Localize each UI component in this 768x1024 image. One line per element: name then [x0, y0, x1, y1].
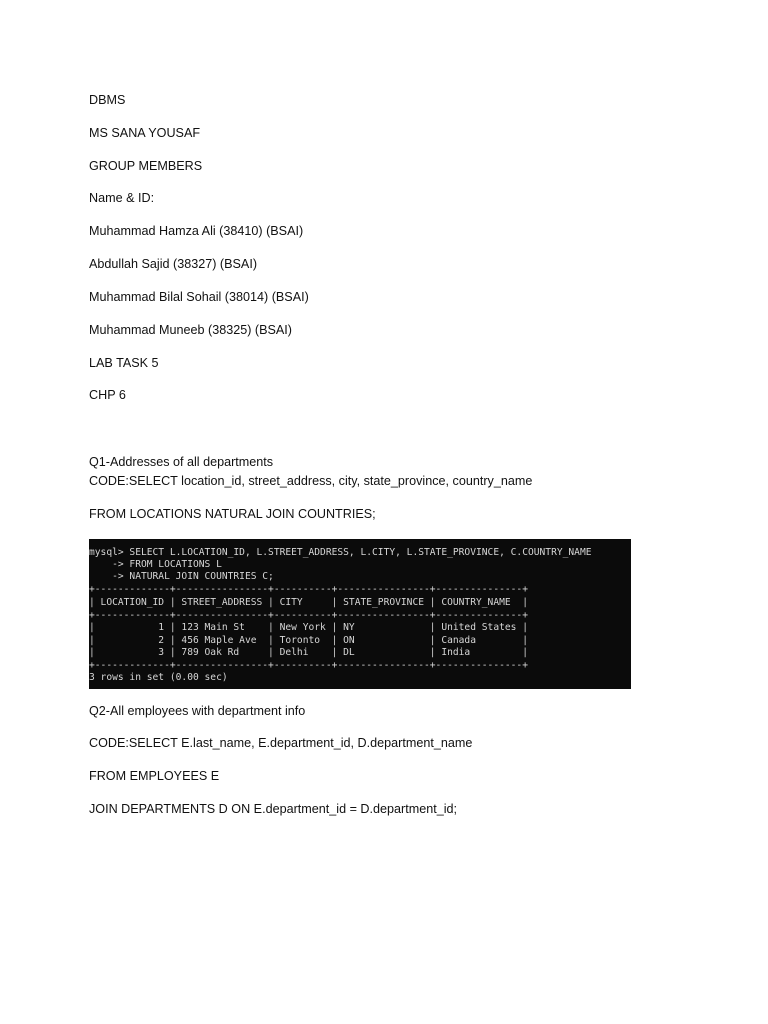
q1-title: Q1-Addresses of all departments — [89, 455, 274, 469]
lab-task-label: LAB TASK 5 — [89, 356, 159, 370]
chapter-label: CHP 6 — [89, 388, 126, 402]
q2-code-line-1: CODE:SELECT E.last_name, E.department_id, D.department_name — [89, 736, 473, 750]
q2-code-line-2: FROM EMPLOYEES E — [89, 769, 220, 783]
terminal-line: mysql> SELECT L.LOCATION_ID, L.STREET_ADDRESS, L.CITY, L.STATE_PROVINCE, C.COUNTRY_NAME — [89, 547, 592, 558]
terminal-line: 3 rows in set (0.00 sec) — [89, 672, 228, 683]
member-line: Muhammad Muneeb (38325) (BSAI) — [89, 323, 292, 337]
group-heading: GROUP MEMBERS — [89, 159, 203, 173]
terminal-line: | 1 | 123 Main St | New York | NY | United States | — [89, 622, 528, 633]
q2-code-line-3: JOIN DEPARTMENTS D ON E.department_id = D.department_id; — [89, 802, 458, 816]
name-id-label: Name & ID: — [89, 191, 155, 205]
course-title: DBMS — [89, 93, 126, 107]
terminal-line: +-------------+----------------+----------+----------------+---------------+ — [89, 584, 528, 595]
terminal-line: | LOCATION_ID | STREET_ADDRESS | CITY | STATE_PROVINCE | COUNTRY_NAME | — [89, 597, 528, 608]
terminal-line: | 2 | 456 Maple Ave | Toronto | ON | Canada | — [89, 635, 528, 646]
terminal-line: -> FROM LOCATIONS L — [89, 559, 222, 570]
terminal-line: +-------------+----------------+----------+----------------+---------------+ — [89, 610, 528, 621]
mysql-terminal-screenshot — [89, 539, 631, 689]
q2-title: Q2-All employees with department info — [89, 704, 306, 718]
terminal-line: -> NATURAL JOIN COUNTRIES C; — [89, 571, 274, 582]
q1-code-line-1: CODE:SELECT location_id, street_address, city, state_province, country_name — [89, 474, 533, 488]
terminal-line: | 3 | 789 Oak Rd | Delhi | DL | India | — [89, 647, 528, 658]
q1-code-line-2: FROM LOCATIONS NATURAL JOIN COUNTRIES; — [89, 507, 376, 521]
instructor-name: MS SANA YOUSAF — [89, 126, 201, 140]
terminal-line: +-------------+----------------+----------+----------------+---------------+ — [89, 660, 528, 671]
member-line: Muhammad Bilal Sohail (38014) (BSAI) — [89, 290, 309, 304]
member-line: Abdullah Sajid (38327) (BSAI) — [89, 257, 258, 271]
member-line: Muhammad Hamza Ali (38410) (BSAI) — [89, 224, 304, 238]
